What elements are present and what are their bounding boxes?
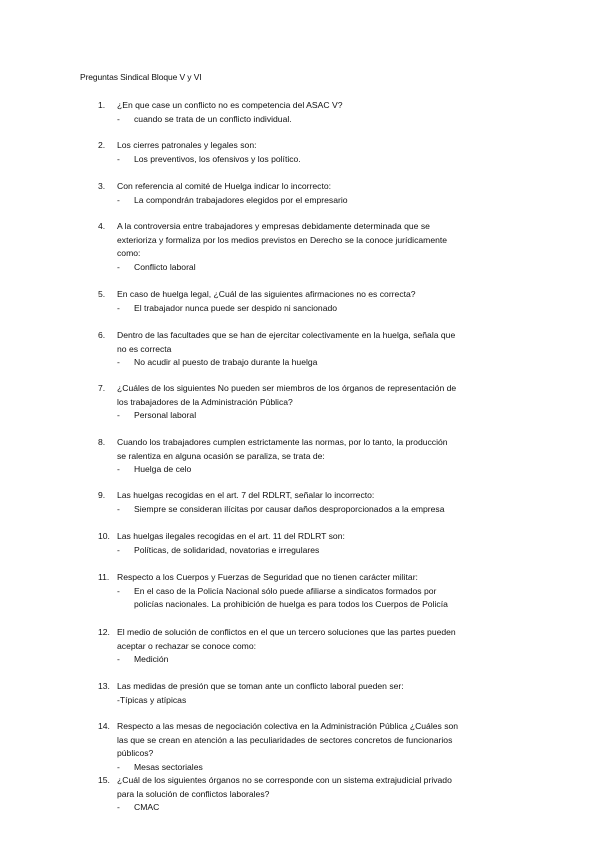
question-number: 11. bbox=[98, 572, 110, 582]
question-text-line: Respecto a las mesas de negociación colectiva en la Administración Pública ¿Cuáles son bbox=[117, 721, 459, 731]
question-text-line: ¿Cuáles de los siguientes No pueden ser miembros de los órganos de representación de bbox=[117, 383, 457, 393]
question-number: 5. bbox=[98, 289, 106, 299]
answer-bullet: - bbox=[117, 357, 120, 368]
question-text-line: las que se crean en atención a las peculiaridades de sectores concretos de funcionarios bbox=[117, 734, 453, 745]
question-text-line: Con referencia al comité de Huelga indicar lo incorrecto: bbox=[117, 181, 331, 191]
question-text-line: A la controversia entre trabajadores y empresas debidamente determinada que se bbox=[117, 221, 430, 231]
answer-text-line: policías nacionales. La prohibición de huelga es para todos los Cuerpos de Policía bbox=[134, 599, 448, 610]
answer-text-line: La compondrán trabajadores elegidos por el empresario bbox=[134, 194, 348, 205]
question-text-line: ¿Cuál de los siguientes órganos no se corresponde con un sistema extrajudicial privado bbox=[117, 775, 452, 785]
answer-bullet: - bbox=[117, 261, 120, 272]
answer-text-line: Siempre se consideran ilícitas por causar daños desproporcionados a la empresa bbox=[134, 503, 445, 514]
question-number: 14. bbox=[98, 721, 110, 731]
answer-text-line: CMAC bbox=[134, 802, 160, 813]
answer-bullet: - bbox=[117, 464, 120, 475]
question-number: 2. bbox=[98, 140, 106, 150]
question-text-line: para la solución de conflictos laborales? bbox=[117, 788, 270, 799]
question-text-line: Las huelgas recogidas en el art. 7 del RDLRT, señalar lo incorrecto: bbox=[117, 490, 375, 500]
question-number: 6. bbox=[98, 330, 106, 340]
question-text-line: se ralentiza en alguna ocasión se paraliza, se trata de: bbox=[117, 450, 325, 461]
question-text-line: Las huelgas ilegales recogidas en el art. 11 del RDLRT son: bbox=[117, 531, 345, 541]
answer-text-line: Los preventivos, los ofensivos y los político. bbox=[134, 153, 301, 164]
question-text-line: -Típicas y atípicas bbox=[117, 694, 187, 705]
question-number: 15. bbox=[98, 775, 110, 785]
question-number: 4. bbox=[98, 221, 106, 231]
answer-bullet: - bbox=[117, 802, 120, 813]
question-text-line: Cuando los trabajadores cumplen estrictamente las normas, por lo tanto, la producción bbox=[117, 437, 448, 447]
answer-text-line: Políticas, de solidaridad, novatorias e irregulares bbox=[134, 544, 320, 555]
question-text-line: los trabajadores de la Administración Pública? bbox=[117, 396, 293, 407]
question-number: 1. bbox=[98, 100, 106, 110]
question-text-line: aceptar o rechazar se conoce como: bbox=[117, 640, 257, 651]
question-number: 12. bbox=[98, 627, 110, 637]
answer-text-line: En el caso de la Policía Nacional sólo puede afiliarse a sindicatos formados por bbox=[134, 585, 437, 596]
question-text-line: ¿En que case un conflicto no es competencia del ASAC V? bbox=[117, 100, 343, 110]
answer-text-line: Huelga de celo bbox=[134, 464, 192, 475]
question-number: 13. bbox=[98, 681, 110, 691]
question-number: 9. bbox=[98, 490, 106, 500]
answer-text-line: Personal laboral bbox=[134, 410, 197, 421]
question-text-line: Dentro de las facultades que se han de ejercitar colectivamente en la huelga, señala que bbox=[117, 330, 456, 340]
question-number: 7. bbox=[98, 383, 106, 393]
answer-bullet: - bbox=[117, 410, 120, 421]
question-text-line: no es correcta bbox=[117, 343, 172, 354]
answer-bullet: - bbox=[117, 194, 120, 205]
answer-text-line: Mesas sectoriales bbox=[134, 761, 203, 772]
question-text-line: públicos? bbox=[117, 748, 154, 759]
answer-text-line: El trabajador nunca puede ser despido ni sancionado bbox=[134, 302, 338, 313]
answer-bullet: - bbox=[117, 544, 120, 555]
question-text-line: Los cierres patronales y legales son: bbox=[117, 140, 257, 150]
question-number: 8. bbox=[98, 437, 106, 447]
answer-bullet: - bbox=[117, 654, 120, 665]
question-text-line: El medio de solución de conflictos en el que un tercero soluciones que las partes pueden bbox=[117, 627, 456, 637]
answer-bullet: - bbox=[117, 153, 120, 164]
answer-text-line: cuando se trata de un conflicto individual. bbox=[134, 113, 292, 124]
answer-text-line: Conflicto laboral bbox=[134, 261, 196, 272]
question-text-line: Las medidas de presión que se toman ante un conflicto laboral pueden ser: bbox=[117, 681, 404, 691]
answer-bullet: - bbox=[117, 113, 120, 124]
answer-bullet: - bbox=[117, 302, 120, 313]
answer-text-line: No acudir al puesto de trabajo durante la huelga bbox=[134, 357, 318, 368]
question-text-line: como: bbox=[117, 248, 141, 259]
answer-bullet: - bbox=[117, 585, 120, 596]
answer-bullet: - bbox=[117, 761, 120, 772]
question-text-line: exterioriza y formaliza por los medios previstos en Derecho se la conoce jurídicamente bbox=[117, 234, 448, 245]
answer-text-line: Medición bbox=[134, 654, 169, 665]
question-number: 3. bbox=[98, 181, 106, 191]
question-text-line: En caso de huelga legal, ¿Cuál de las siguientes afirmaciones no es correcta? bbox=[117, 289, 416, 299]
document-title: Preguntas Sindical Bloque V y VI bbox=[80, 72, 202, 82]
question-number: 10. bbox=[98, 531, 110, 541]
answer-bullet: - bbox=[117, 503, 120, 514]
question-text-line: Respecto a los Cuerpos y Fuerzas de Seguridad que no tienen carácter militar: bbox=[117, 572, 418, 582]
